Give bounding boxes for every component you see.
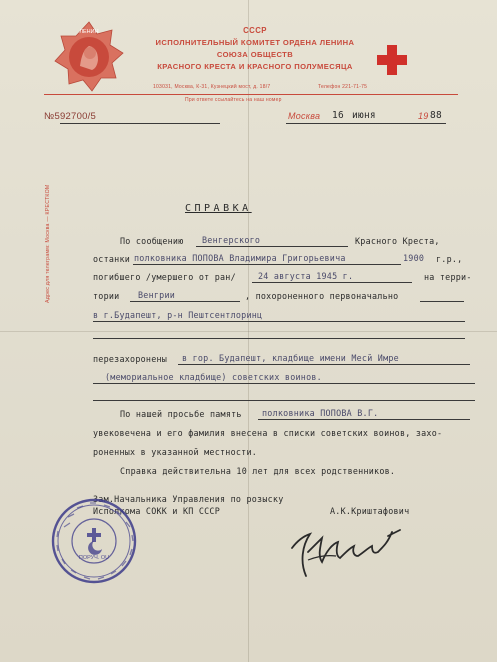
body-l7-underline — [93, 383, 475, 384]
seal-center-text: ПОРУЧ. ОU — [78, 555, 110, 561]
body-l3-a: погибшего /умершего от ран/ — [93, 272, 236, 282]
fold-crease-horizontal — [0, 331, 497, 332]
body-p3: Справка действительна 10 лет для всех родственников. — [120, 466, 396, 476]
handwritten-signature — [288, 522, 406, 582]
order-of-lenin-emblem — [52, 20, 126, 94]
body-l2-b-underline — [133, 264, 401, 265]
body-l5-blank-underline — [93, 338, 465, 339]
body-l3-b: 24 августа 1945 г. — [258, 271, 354, 281]
body-l3-b-underline — [252, 282, 412, 283]
body-l1-c: Красного Креста, — [355, 236, 440, 246]
reply-note: При ответе ссылайтесь на наш номер — [185, 97, 282, 103]
body-l4-b-underline — [130, 301, 240, 302]
body-p2-a: По нашей просьбе память — [120, 409, 242, 419]
reference-number: №592700/5 — [44, 111, 97, 122]
body-l7-blank-underline — [93, 400, 475, 401]
red-cross-crescent-icon — [377, 42, 439, 82]
body-l5-a: в г.Будапешт, р-н Пештсентлоринц — [93, 310, 263, 320]
body-l2-c: 1900 — [403, 253, 425, 263]
body-l7-a: (мемориальное кладбище) советских воинов. — [105, 372, 322, 382]
letterhead-line-1: ИСПОЛНИТЕЛЬНЫЙ КОМИТЕТ ОРДЕНА ЛЕНИНА — [155, 38, 355, 47]
body-l1-a: По сообщению — [120, 236, 184, 246]
country-label: СССР — [243, 26, 267, 35]
body-p2-l3: роненных в указанной местности. — [93, 447, 258, 457]
signatory-role-line-1: Зам.Начальника Управления по розыску — [93, 494, 284, 504]
body-l2-b: полковника ПОПОВА Владимира Григорьевича — [134, 253, 346, 263]
reference-city: Москва — [288, 111, 321, 121]
body-l6-a: перезахоронены — [93, 354, 168, 364]
body-l4-tail-underline — [420, 301, 464, 302]
letterhead-line-2: СОЮЗА ОБЩЕСТВ — [216, 50, 294, 59]
reference-month: июня — [352, 110, 376, 121]
letterhead-line-3: КРАСНОГО КРЕСТА И КРАСНОГО ПОЛУМЕСЯЦА — [157, 62, 353, 71]
reference-date-underline — [286, 123, 446, 124]
body-p2-b-underline — [258, 419, 470, 420]
document-title: СПРАВКА — [185, 203, 252, 214]
letterhead-address: 103031, Москва, К-31, Кузнецкий мост, д. 18/7 — [153, 84, 271, 90]
body-l4-a: тории — [93, 291, 120, 301]
reference-number-underline — [60, 123, 220, 124]
body-l3-c: на терри- — [424, 272, 472, 282]
body-l1-b: Венгерского — [202, 235, 261, 245]
signatory-role-line-2: Исполкома СОКК и КП СССР — [93, 506, 221, 516]
body-p2-l2: увековечена и его фамилия внесена в списки советских воинов, захо- — [93, 428, 443, 438]
body-l6-b: в гор. Будапешт, кладбище имени Месй Имре — [182, 353, 399, 363]
emblem-label: ЛЕНИН — [79, 29, 99, 35]
reference-year-prefix: 19 — [418, 111, 429, 121]
letterhead-phone: Телефон 221-71-75 — [318, 84, 368, 90]
body-l5-underline — [93, 321, 465, 322]
reference-year-suffix: 88 — [430, 110, 442, 121]
body-l1-b-underline — [196, 246, 348, 247]
official-seal-stamp — [50, 497, 138, 585]
body-p2-b: полковника ПОПОВА В.Г. — [262, 408, 379, 418]
body-l4-c: , похороненного первоначально — [245, 291, 399, 301]
body-l4-b: Венгрии — [138, 290, 176, 300]
signatory-name: А.К.Криштафович — [330, 506, 410, 516]
body-l6-underline — [178, 364, 470, 365]
body-l2-a: останки — [93, 254, 131, 264]
reference-day: 16 — [332, 110, 344, 121]
letterhead-rule — [44, 94, 458, 95]
telegram-address: Адрес для телеграмм: Москва — КРЕСТКОМ — [45, 184, 51, 303]
body-l2-d: г.р., — [436, 254, 463, 264]
